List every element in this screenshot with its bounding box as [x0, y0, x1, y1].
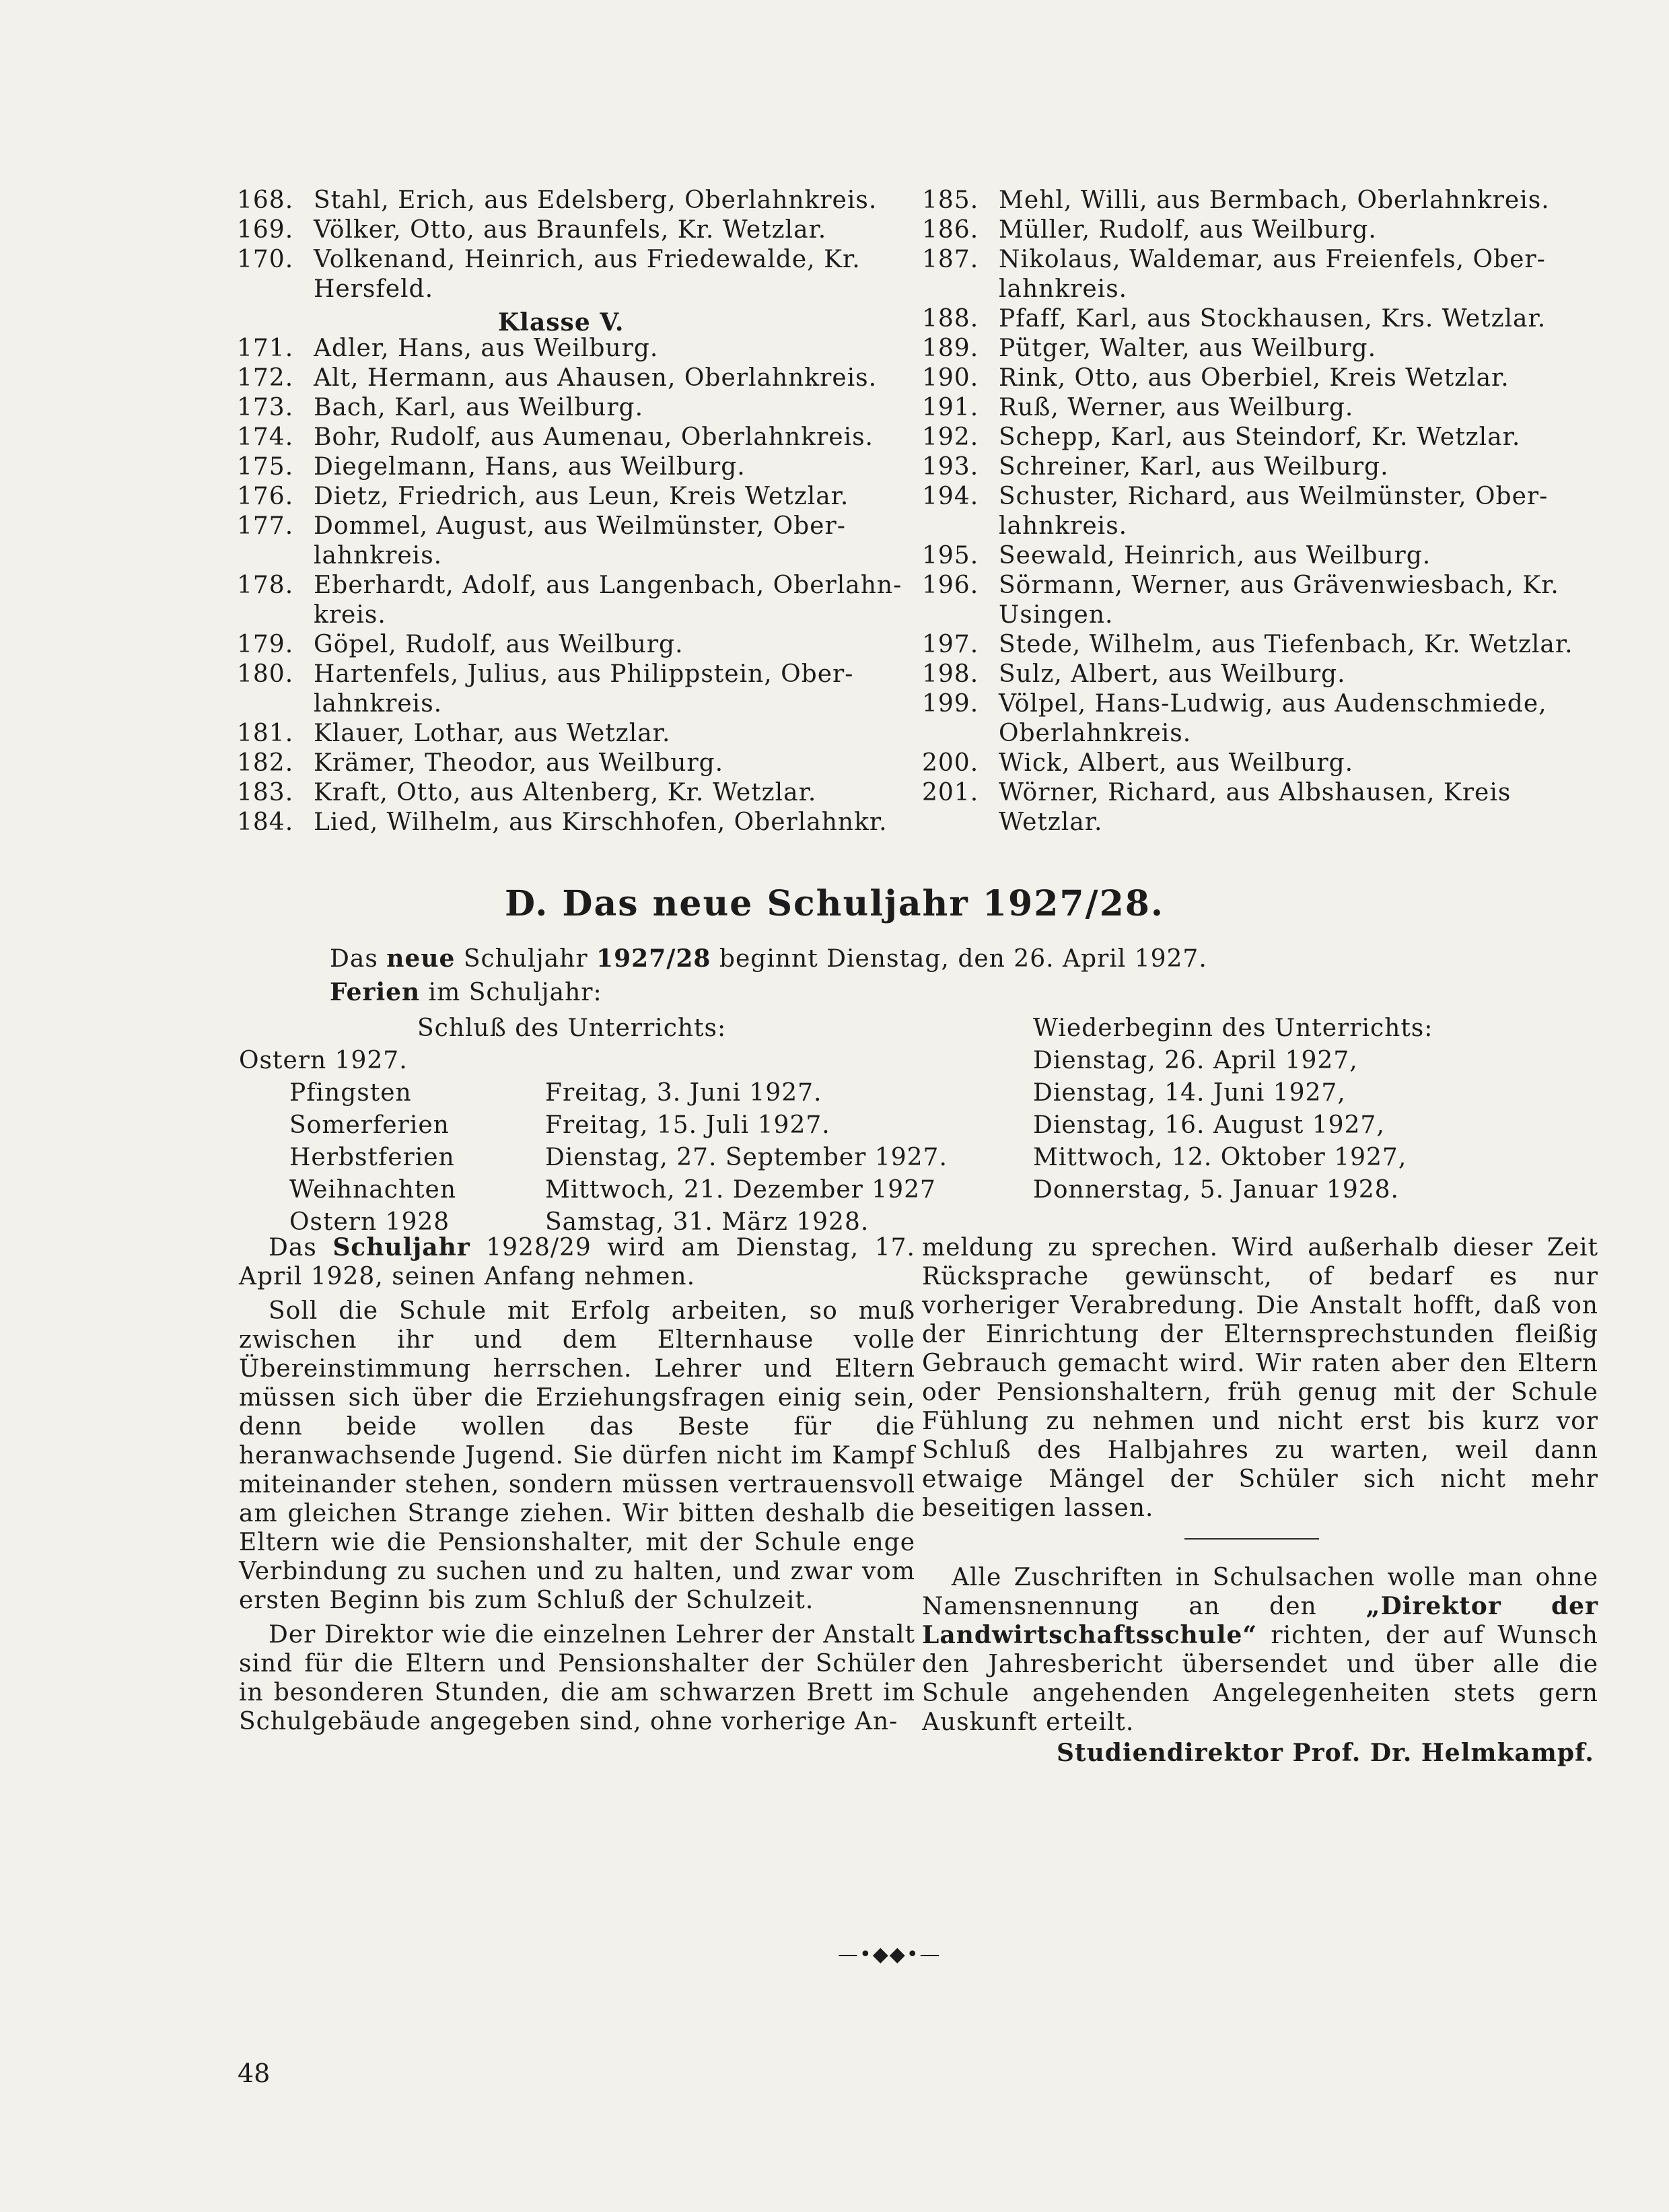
list-item-text: lahnkreis.	[999, 275, 1128, 303]
holiday-name: Herbstferien	[289, 1144, 455, 1171]
holiday-resume-date: Dienstag, 16. August 1927,	[1033, 1111, 1385, 1139]
list-item-text: Diegelmann, Hans, aus Weilburg.	[314, 453, 746, 481]
list-item-text: Schreiner, Karl, aus Weilburg.	[999, 453, 1389, 481]
holiday-end-date: Dienstag, 27. September 1927.	[545, 1144, 948, 1171]
list-item-number: 186.	[922, 216, 979, 244]
right-column-notice	[922, 1563, 1598, 1737]
list-item-text: lahnkreis.	[999, 512, 1128, 540]
list-item-text: Müller, Rudolf, aus Weilburg.	[999, 216, 1377, 244]
list-item-text: Rink, Otto, aus Oberbiel, Kreis Wetzlar.	[999, 364, 1510, 392]
schluss-header: Schluß des Unterrichts:	[417, 1014, 727, 1042]
list-item-text: Göpel, Rudolf, aus Weilburg.	[314, 631, 684, 658]
section-heading: D. Das neue Schuljahr 1927/28.	[504, 883, 1165, 924]
list-item-text: Völpel, Hans-Ludwig, aus Audenschmiede,	[999, 690, 1547, 718]
list-item-text: lahnkreis.	[314, 690, 443, 718]
ferien-bold: Ferien	[330, 978, 421, 1006]
list-item-number: 189.	[922, 335, 979, 362]
list-item-number: 177.	[237, 512, 294, 540]
list-item-text: Wörner, Richard, aus Albshausen, Kreis	[999, 779, 1512, 806]
holiday-end-date: Mittwoch, 21. Dezember 1927	[545, 1176, 936, 1204]
list-item-number: 183.	[237, 779, 294, 806]
list-item-number: 170.	[237, 246, 294, 273]
list-item-number: 196.	[922, 572, 979, 599]
right-para-2-post: richten, der auf Wunsch den Jahresbericht übersendet und über alle die Schule angehenden Angelegenheiten stets gern Auskunft erteilt.	[922, 1622, 1598, 1736]
page-number: 48	[238, 2059, 271, 2088]
intro-mid: Schuljahr	[455, 945, 597, 973]
list-item-text: Mehl, Willi, aus Bermbach, Oberlahnkreis.	[999, 186, 1550, 214]
list-item-text: Bohr, Rudolf, aus Aumenau, Oberlahnkreis.	[314, 423, 874, 451]
list-item-number: 190.	[922, 364, 979, 392]
right-para-2-pre: Alle Zuschriften in Schulsachen wolle man ohne Namensnennung an den	[922, 1564, 1598, 1620]
list-item-number: 198.	[922, 660, 979, 688]
list-item-text: Adler, Hans, aus Weilburg.	[314, 335, 659, 362]
left-para-1-bold: Schuljahr	[332, 1233, 470, 1261]
list-item-number: 176.	[237, 483, 294, 510]
intro-bold-neue: neue	[386, 944, 456, 973]
holiday-end-date: Freitag, 3. Juni 1927.	[545, 1079, 822, 1107]
list-item-number: 173.	[237, 394, 294, 421]
list-item-number: 188.	[922, 305, 979, 333]
right-para-2-bold: „Direktor der Landwirtschaftsschule“	[922, 1592, 1598, 1649]
list-item-number: 184.	[237, 808, 294, 836]
list-item-number: 197.	[922, 631, 979, 658]
list-item-number: 193.	[922, 453, 979, 481]
list-item-text: Alt, Hermann, aus Ahausen, Oberlahnkreis.	[314, 364, 878, 392]
list-item-number: 179.	[237, 631, 294, 658]
list-item-number: 172.	[237, 364, 294, 392]
list-item-number: 169.	[237, 216, 294, 244]
list-item-number: 181.	[237, 720, 294, 747]
list-item-text: Eberhardt, Adolf, aus Langenbach, Oberlahn-	[314, 572, 902, 599]
list-item-text: Usingen.	[999, 601, 1114, 629]
list-item-number: 200.	[922, 749, 979, 777]
right-para-2	[922, 1563, 1598, 1737]
list-item-number: 178.	[237, 572, 294, 599]
list-item-text: lahnkreis.	[314, 542, 443, 569]
intro-bold-year: 1927/28	[596, 944, 711, 973]
right-para-1: meldung zu sprechen. Wird außerhalb dieser Zeit Rücksprache gewünscht, of bedarf es nur vorheriger Verabredung. Die Anstalt hofft, daß von der Einrichtung der Elternsprechstunden fleißig Gebrauch gemacht wird. Wir raten aber den Eltern oder Pensionshaltern, früh genug mit der Schule Fühlung zu nehmen und nicht erst bis kurz vor Schluß des Halbjahres zu warten, weil dann etwaige Mängel der Schüler sich nicht mehr beseitigen lassen.	[922, 1234, 1598, 1522]
left-column-text	[239, 1233, 915, 1736]
list-item-number: 195.	[922, 542, 979, 569]
holiday-resume-date: Donnerstag, 5. Januar 1928.	[1033, 1176, 1399, 1204]
holiday-name: Somerferien	[289, 1111, 450, 1139]
intro-line	[330, 944, 1207, 974]
list-item-number: 175.	[237, 453, 294, 481]
list-item-text: Völker, Otto, aus Braunfels, Kr. Wetzlar.	[314, 216, 827, 244]
list-item-text: Wick, Albert, aus Weilburg.	[999, 749, 1354, 777]
list-item-text: Stahl, Erich, aus Edelsberg, Oberlahnkreis.	[314, 186, 878, 214]
list-item-text: Dommel, August, aus Weilmünster, Ober-	[314, 512, 846, 540]
list-item-number: 168.	[237, 186, 294, 214]
list-item-text: Volkenand, Heinrich, aus Friedewalde, Kr.	[314, 246, 861, 273]
list-item-text: Oberlahnkreis.	[999, 720, 1192, 747]
list-item-text: Bach, Karl, aus Weilburg.	[314, 394, 644, 421]
list-item-text: Hersfeld.	[314, 275, 434, 303]
wiederbeginn-header: Wiederbeginn des Unterrichts:	[1033, 1014, 1433, 1042]
holiday-resume-date: Dienstag, 26. April 1927,	[1033, 1047, 1358, 1074]
left-para-1-pre: Das	[269, 1234, 333, 1261]
list-item-text: Klauer, Lothar, aus Wetzlar.	[314, 720, 671, 747]
list-item-number: 199.	[922, 690, 979, 718]
list-item-text: Pütger, Walter, aus Weilburg.	[999, 335, 1377, 362]
right-column-text	[922, 1233, 1598, 1523]
holiday-name: Ostern 1927.	[239, 1047, 408, 1074]
ferien-line	[330, 977, 602, 1008]
list-item-text: Pfaff, Karl, aus Stockhausen, Krs. Wetzlar.	[999, 305, 1547, 333]
holiday-name: Ostern 1928	[289, 1208, 450, 1236]
list-item-number: 182.	[237, 749, 294, 777]
left-para-3: Der Direktor wie die einzelnen Lehrer der Anstalt sind für die Eltern und Pensionshalter der Schüler in besonderen Stunden, die am schwarzen Brett im Schulgebäude angegeben sind, ohne vorherige An-	[239, 1621, 915, 1735]
holiday-resume-date: Dienstag, 14. Juni 1927,	[1033, 1079, 1346, 1107]
signature: Studiendirektor Prof. Dr. Helmkampf.	[1057, 1739, 1594, 1767]
holiday-name: Weihnachten	[289, 1176, 457, 1204]
list-item-number: 171.	[237, 335, 294, 362]
list-item-number: 174.	[237, 423, 294, 451]
ornament-divider: —•◆◆•—	[838, 1943, 942, 1966]
list-item-text: Nikolaus, Waldemar, aus Freienfels, Ober-	[999, 246, 1546, 273]
class-heading: Klasse V.	[498, 308, 625, 337]
list-item-text: Stede, Wilhelm, aus Tiefenbach, Kr. Wetzlar.	[999, 631, 1573, 658]
list-item-text: Lied, Wilhelm, aus Kirschhofen, Oberlahnkr.	[314, 808, 888, 836]
list-item-text: Krämer, Theodor, aus Weilburg.	[314, 749, 724, 777]
list-item-text: Sulz, Albert, aus Weilburg.	[999, 660, 1346, 688]
list-item-text: Hartenfels, Julius, aus Philippstein, Ober-	[314, 660, 854, 688]
list-item-text: Seewald, Heinrich, aus Weilburg.	[999, 542, 1431, 569]
list-item-number: 201.	[922, 779, 979, 806]
list-item-number: 187.	[922, 246, 979, 273]
list-item-text: Ruß, Werner, aus Weilburg.	[999, 394, 1354, 421]
list-item-text: Kraft, Otto, aus Altenberg, Kr. Wetzlar.	[314, 779, 817, 806]
list-item-number: 185.	[922, 186, 979, 214]
intro-post: beginnt Dienstag, den 26. April 1927.	[711, 945, 1207, 973]
holiday-name: Pfingsten	[289, 1079, 412, 1107]
list-item-number: 194.	[922, 483, 979, 510]
list-item-text: Dietz, Friedrich, aus Leun, Kreis Wetzlar.	[314, 483, 849, 510]
ferien-rest: im Schuljahr:	[420, 979, 602, 1006]
intro-pre: Das	[330, 945, 387, 973]
left-para-1-post: 1928/29 wird am Dienstag, 17. April 1928, seinen Anfang nehmen.	[239, 1234, 916, 1290]
list-item-number: 180.	[237, 660, 294, 688]
list-item-text: kreis.	[314, 601, 386, 629]
left-para-1	[239, 1233, 915, 1291]
list-item-text: Schuster, Richard, aus Weilmünster, Ober-	[999, 483, 1549, 510]
holiday-end-date: Freitag, 15. Juli 1927.	[545, 1111, 830, 1139]
list-item-text: Schepp, Karl, aus Steindorf, Kr. Wetzlar.	[999, 423, 1521, 451]
list-item-number: 192.	[922, 423, 979, 451]
list-item-text: Sörmann, Werner, aus Grävenwiesbach, Kr.	[999, 572, 1559, 599]
holiday-resume-date: Mittwoch, 12. Oktober 1927,	[1033, 1144, 1407, 1171]
left-para-2: Soll die Schule mit Erfolg arbeiten, so muß zwischen ihr und dem Elternhause volle Übereinstimmung herrschen. Lehrer und Eltern müssen sich über die Erziehungsfragen einig sein, denn beide wollen das Beste für die heranwachsende Jugend. Sie dürfen nicht im Kampf miteinander stehen, sondern müssen vertrauensvoll am gleichen Strange ziehen. Wir bitten deshalb die Eltern wie die Pensionshalter, mit der Schule enge Verbindung zu suchen und zu halten, und zwar vom ersten Beginn bis zum Schluß der Schulzeit.	[239, 1297, 915, 1614]
list-item-number: 191.	[922, 394, 979, 421]
list-item-text: Wetzlar.	[999, 808, 1103, 836]
separator-rule	[1184, 1538, 1319, 1540]
holiday-end-date: Samstag, 31. März 1928.	[545, 1208, 869, 1236]
